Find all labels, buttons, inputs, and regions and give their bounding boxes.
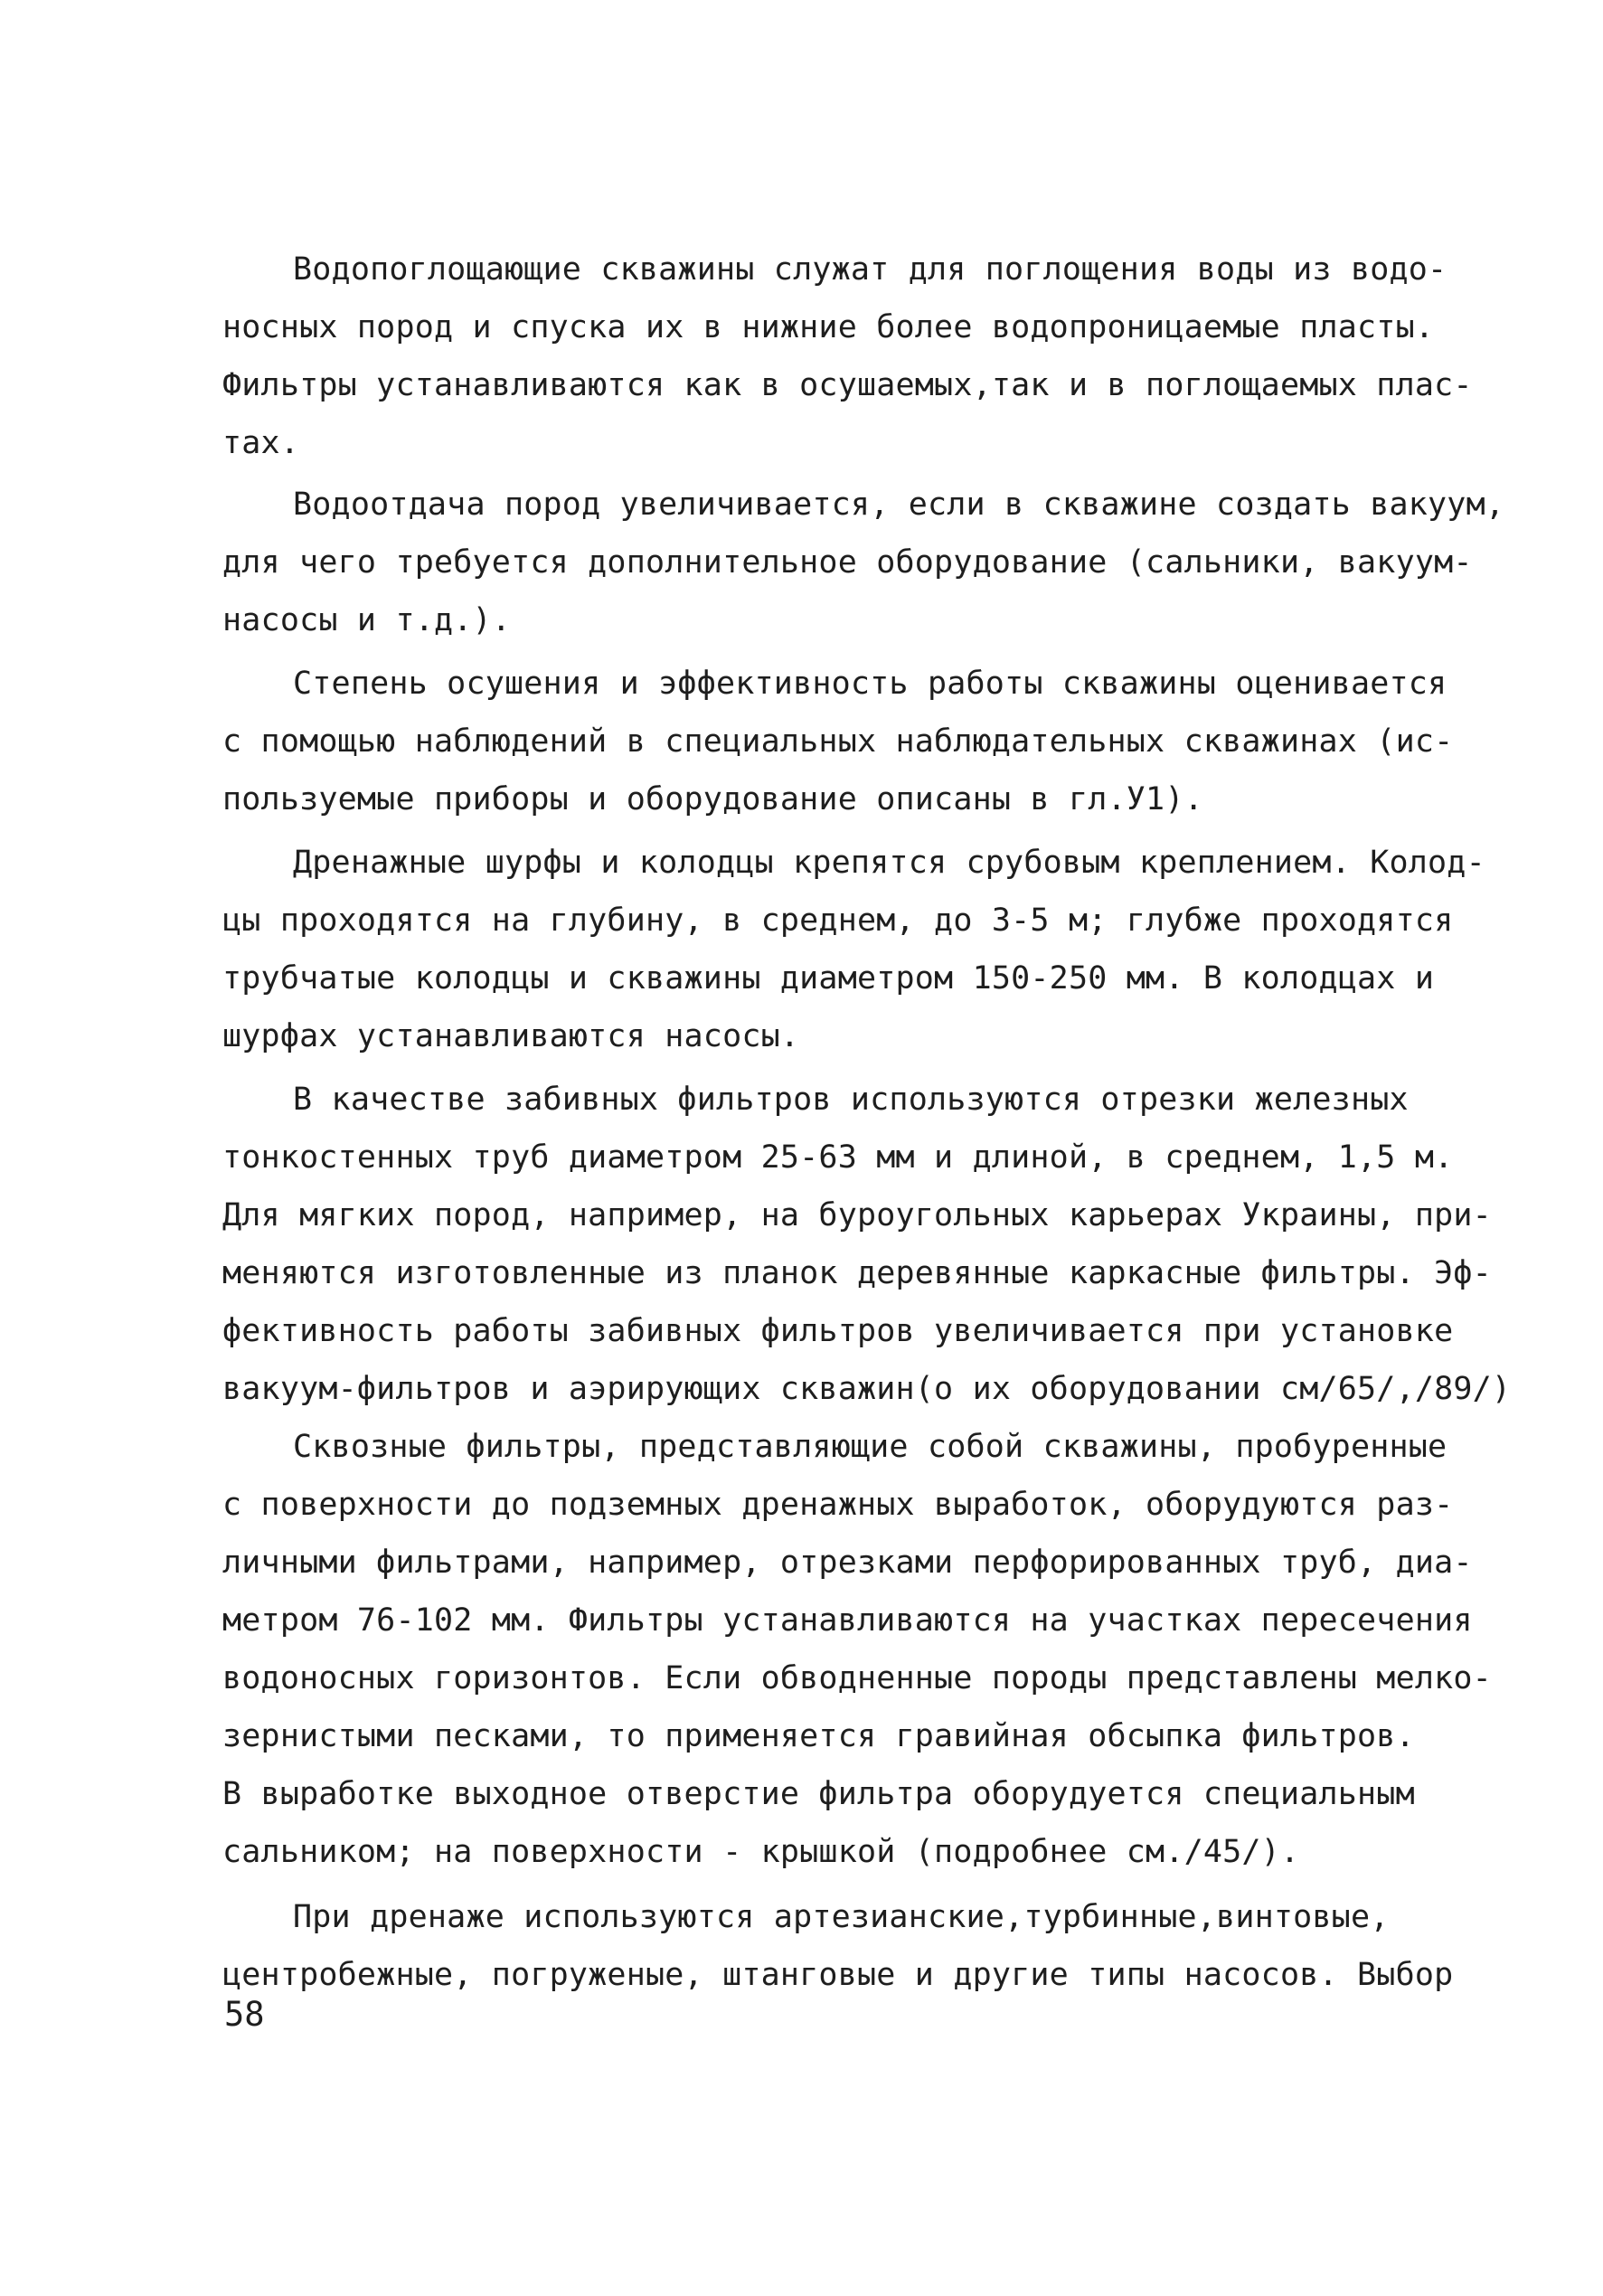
text-line: зернистыми песками, то применяется гравийная обсыпка фильтров. [222,1718,1415,1754]
text-line: Дренажные шурфы и колодцы крепятся срубовым креплением. Колод- [293,845,1485,881]
text-line: цы проходятся на глубину, в среднем, до 3-5 м; глубже проходятся [222,902,1454,939]
text-line: носных пород и спуска их в нижние более водопроницаемые пласты. [222,309,1435,345]
text-line: насосы и т.д.). [222,602,512,638]
text-line: Водопоглощающие скважины служат для поглощения воды из водо- [293,251,1447,288]
text-line: для чего требуется дополнительное оборудование (сальники, вакуум- [222,544,1473,581]
text-line: водоносных горизонтов. Если обводненные породы представлены мелко- [222,1660,1492,1696]
text-line: с поверхности до подземных дренажных выработок, оборудуются раз- [222,1487,1454,1523]
text-line: вакуум-фильтров и аэрирующих скважин(о их оборудовании см/65/,/89/) [222,1371,1512,1407]
text-line: меняются изготовленные из планок деревянные каркасные фильтры. Эф- [222,1255,1492,1291]
text-line: При дренаже используются артезианские,турбинные,винтовые, [293,1899,1390,1935]
text-line: шурфах устанавливаются насосы. [222,1018,800,1054]
text-line: сальником; на поверхности - крышкой (подробнее см./45/). [222,1834,1300,1870]
text-line: тах. [222,425,300,461]
text-line: трубчатые колодцы и скважины диаметром 150-250 мм. В колодцах и [222,960,1435,997]
text-line: Степень осушения и эффективность работы скважины оценивается [293,666,1447,702]
text-line: центробежные, погруженые, штанговые и другие типы насосов. Выбор [222,1957,1454,1993]
text-line: с помощью наблюдений в специальных наблюдательных скважинах (ис- [222,723,1454,760]
page-number: 58 [224,1995,265,2034]
text-line: Для мягких пород, например, на буроугольных карьерах Украины, при- [222,1197,1492,1233]
text-line: тонкостенных труб диаметром 25-63 мм и длиной, в среднем, 1,5 м. [222,1139,1454,1176]
text-line: Водоотдача пород увеличивается, если в скважине создать вакуум, [293,487,1505,523]
text-line: В качестве забивных фильтров используются отрезки железных [293,1082,1409,1118]
text-line: личными фильтрами, например, отрезками перфорированных труб, диа- [222,1545,1473,1581]
text-line: метром 76-102 мм. Фильтры устанавливаются на участках пересечения [222,1602,1473,1639]
text-line: Сквозные фильтры, представляющие собой скважины, пробуренные [293,1429,1447,1465]
text-line: фективность работы забивных фильтров увеличивается при установке [222,1313,1454,1349]
text-line: пользуемые приборы и оборудование описаны в гл.У1). [222,781,1203,817]
text-line: Фильтры устанавливаются как в осушаемых,так и в поглощаемых плас- [222,367,1473,403]
text-line: В выработке выходное отверстие фильтра оборудуется специальным [222,1776,1415,1812]
